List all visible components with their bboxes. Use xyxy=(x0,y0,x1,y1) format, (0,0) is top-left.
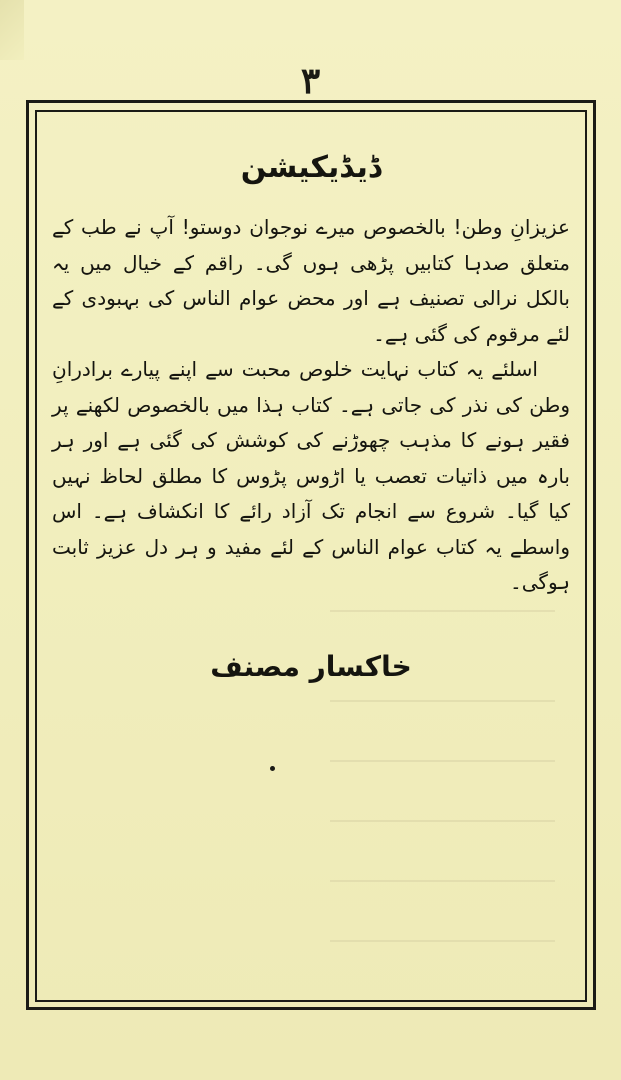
bleed-through-line xyxy=(330,760,555,762)
dedication-text xyxy=(52,210,570,601)
page-number: ۳ xyxy=(300,60,321,102)
paragraph-2: اسلئے یہ کتاب نہایت خلوص محبت سے اپنے پیارے برادرانِ وطن کی نذر کی جاتی ہے۔ کتاب ہذا میں بالخصوص لکھنے پر فقیر ہونے کا مذہب چھوڑنے کی کوشش کی گئی ہے اور ہر بارہ میں ذاتیات تعصب یا اڑوس پڑوس کا مطلق لحاظ نہیں کیا گیا۔ شروع سے انجام تک آزاد رائے کا انکشاف ہے۔ اس واسطے یہ کتاب عوام الناس کے لئے مفید و ہر دل عزیز ثابت ہوگی۔ xyxy=(52,357,570,594)
bleed-through-line xyxy=(330,940,555,942)
ornament-dot xyxy=(270,766,275,771)
bleed-through-line xyxy=(330,820,555,822)
bleed-through-line xyxy=(330,700,555,702)
folded-corner xyxy=(0,0,24,60)
bleed-through-line xyxy=(330,880,555,882)
author-signature: خاکسار مصنف xyxy=(210,650,412,683)
bleed-through-line xyxy=(330,610,555,612)
page-title: ڈیڈیکیشن xyxy=(240,150,382,185)
paragraph-1: عزیزانِ وطن! بالخصوص میرے نوجوان دوستو! آپ نے طب کے متعلق صدہا کتابیں پڑھی ہوں گی۔ راقم کے خیال میں یہ بالکل نرالی تصنیف ہے اور محض عوام الناس کی بہبودی کے لئے مرقوم کی گئی ہے۔ xyxy=(52,215,570,346)
